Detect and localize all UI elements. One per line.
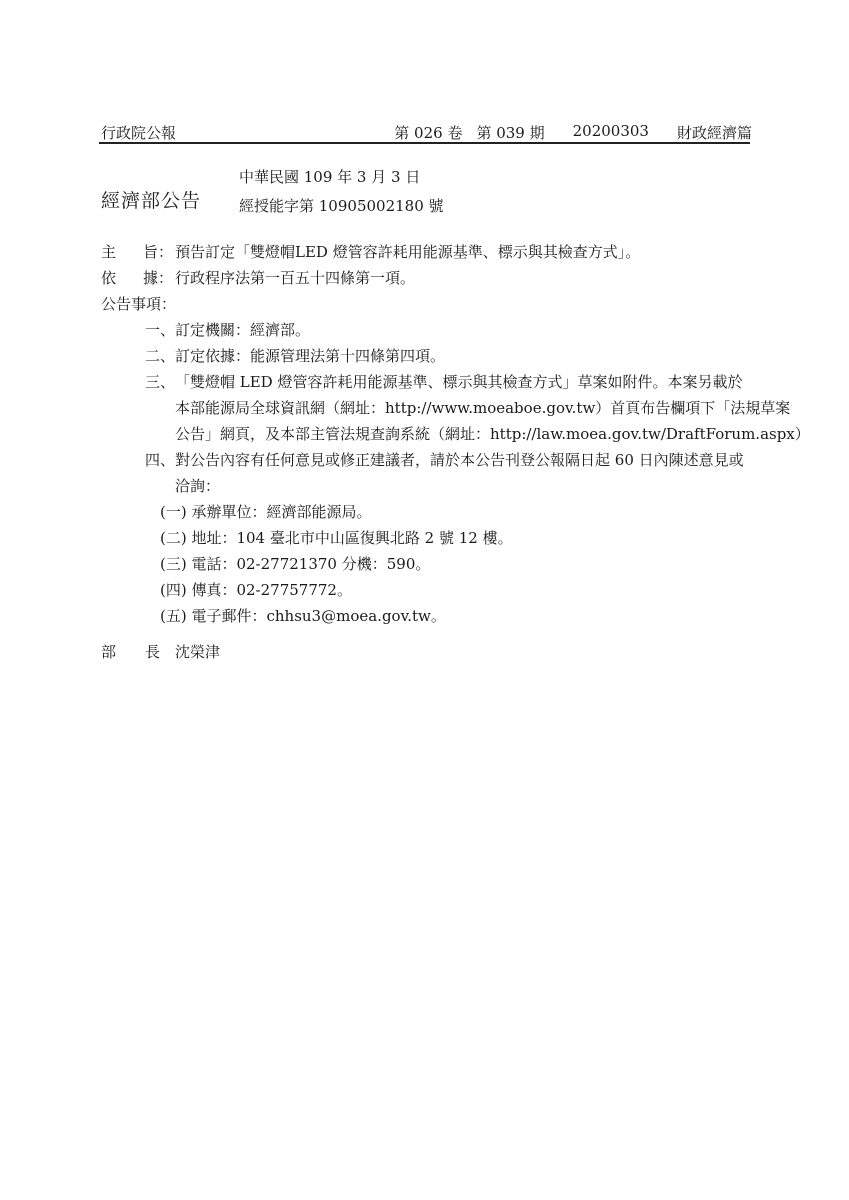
- agency-title: 經濟部公告: [101, 190, 202, 212]
- item-4-line-2: 洽詢：: [175, 477, 221, 495]
- section: 財政經濟篇: [676, 124, 752, 142]
- item-2-number: 二、: [145, 347, 176, 365]
- subitem-4: (四) 傳真：02-27757772。: [160, 581, 352, 599]
- document-number: 經授能字第 10905002180 號: [239, 197, 444, 215]
- subitem-1: (一) 承辦單位：經濟部能源局。: [160, 503, 372, 521]
- issue-date: 20200303: [572, 122, 649, 140]
- basis-label: 依 據：: [101, 269, 173, 287]
- item-2-text: 訂定依據：能源管理法第十四條第四項。: [175, 347, 446, 365]
- issue-info: [394, 122, 752, 143]
- issue: 第 039 期: [476, 124, 545, 142]
- signature-title-2: 長: [145, 643, 161, 661]
- volume: 第 026 卷: [394, 124, 463, 142]
- item-1-text: 訂定機關：經濟部。: [175, 321, 311, 339]
- item-3-line-3: 公告」網頁，及本部主管法規查詢系統（網址：http://law.moea.gov.tw/DraftForum.aspx）: [175, 425, 810, 443]
- header-divider: [99, 142, 750, 144]
- subject-label: 主 旨：: [101, 243, 173, 261]
- basis-text: 行政程序法第一百五十四條第一項。: [175, 269, 416, 287]
- signature-title-1: 部: [101, 643, 117, 661]
- subject-text: 預告訂定「雙燈帽LED 燈管容許耗用能源基準、標示與其檢查方式」。: [175, 243, 641, 261]
- matters-label: 公告事項：: [101, 295, 177, 313]
- subitem-5: (五) 電子郵件：chhsu3@moea.gov.tw。: [160, 607, 446, 625]
- item-3-line-1: 「雙燈帽 LED 燈管容許耗用能源基準、標示與其檢查方式」草案如附件。本案另載於: [175, 373, 743, 391]
- item-3-line-2: 本部能源局全球資訊網（網址：http://www.moeaboe.gov.tw）首頁布告欄項下「法規草案: [175, 399, 791, 417]
- signature-name: 沈榮津: [175, 643, 221, 661]
- item-4-number: 四、: [145, 451, 176, 469]
- item-1-number: 一、: [145, 321, 176, 339]
- subitem-3: (三) 電話：02-27721370 分機：590。: [160, 555, 431, 573]
- item-3-number: 三、: [145, 373, 176, 391]
- item-4-line-1: 對公告內容有任何意見或修正建議者，請於本公告刊登公報隔日起 60 日內陳述意見或: [175, 451, 744, 469]
- subitem-2: (二) 地址：104 臺北市中山區復興北路 2 號 12 樓。: [160, 529, 513, 547]
- publication-title: 行政院公報: [101, 124, 177, 142]
- notice-date: 中華民國 109 年 3 月 3 日: [239, 168, 421, 186]
